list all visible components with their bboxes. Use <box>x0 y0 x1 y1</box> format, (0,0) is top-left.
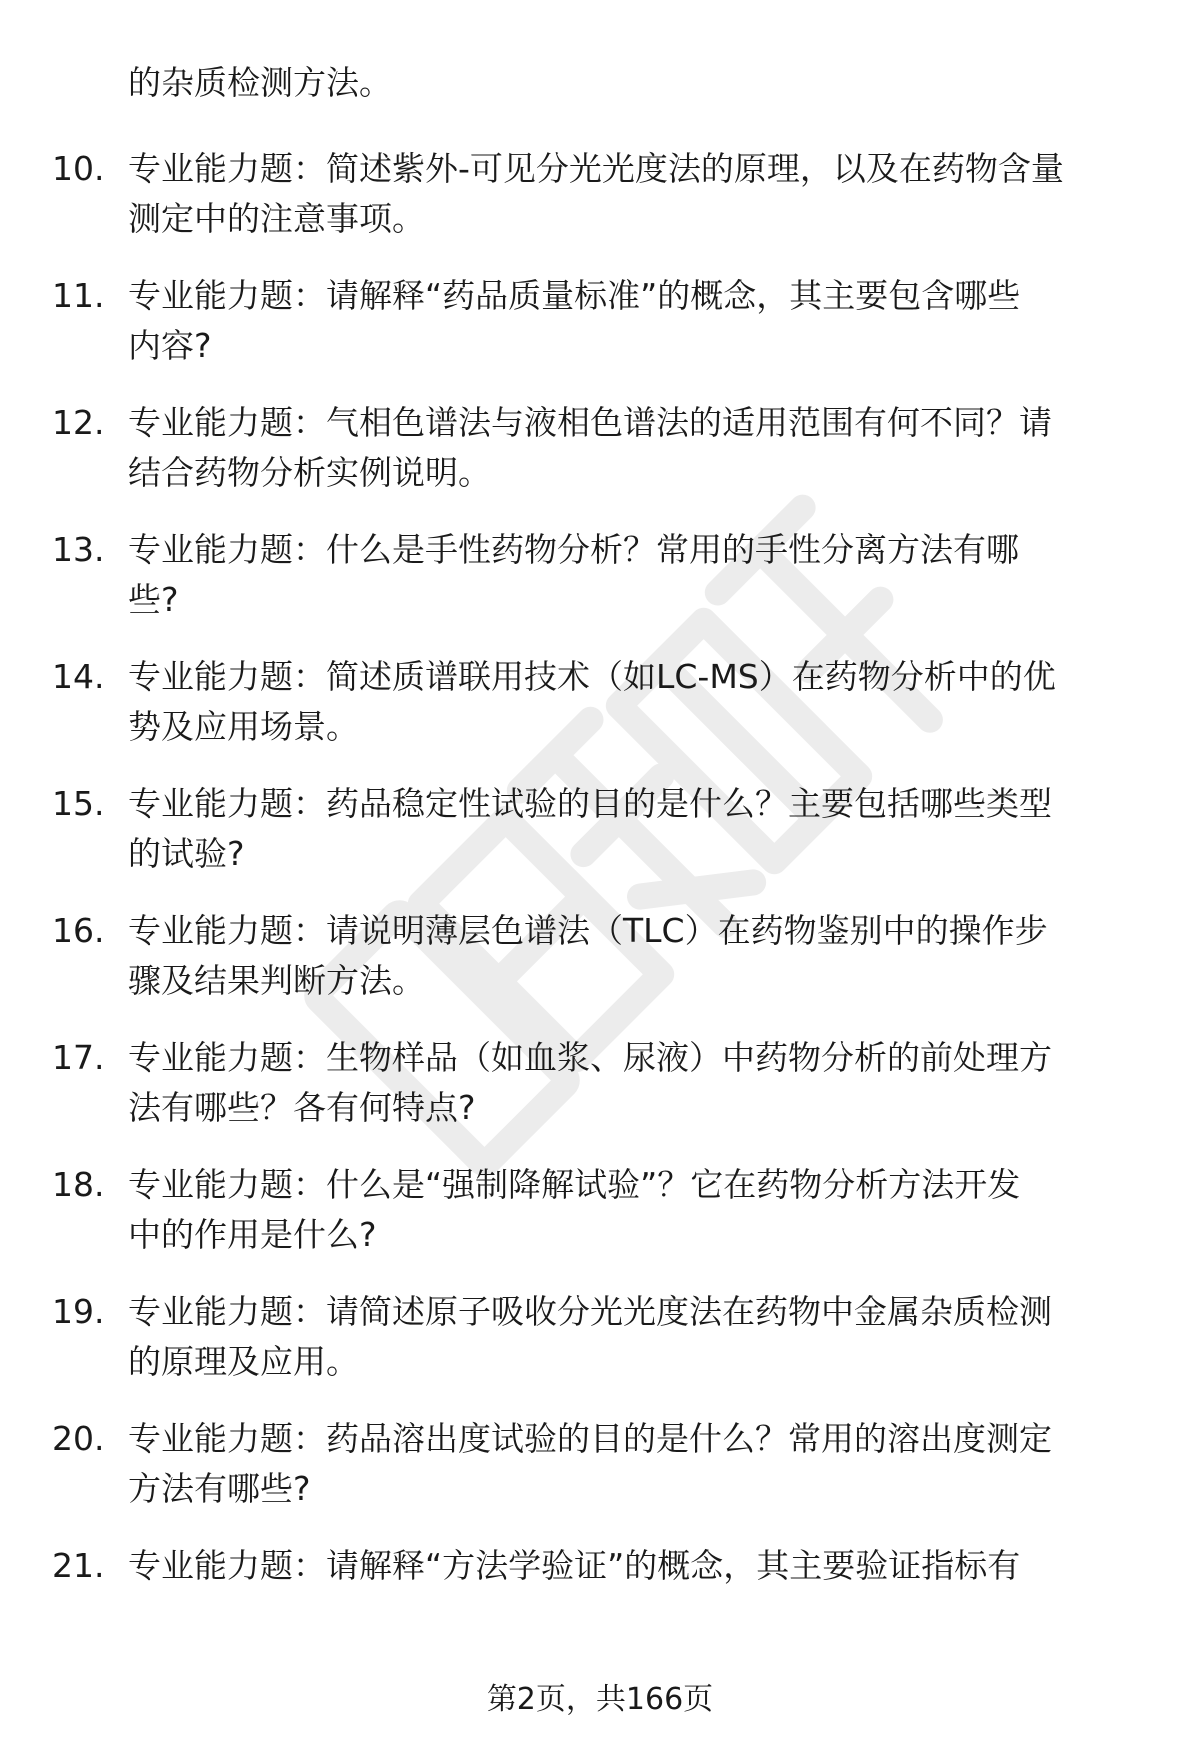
question-item <box>0 144 1200 244</box>
question-item <box>0 525 1200 625</box>
question-number: 21. <box>52 1546 105 1585</box>
question-line: 专业能力题：请简述原子吸收分光光度法在药物中金属杂质检测 <box>128 1292 1052 1331</box>
question-line: 专业能力题：简述紫外-可见分光光度法的原理，以及在药物含量 <box>128 149 1064 188</box>
question-number: 19. <box>52 1292 105 1331</box>
question-line: 专业能力题：药品溶出度试验的目的是什么？常用的溶出度测定 <box>128 1419 1052 1458</box>
question-item <box>0 1160 1200 1260</box>
question-text <box>128 779 1158 879</box>
question-item <box>0 779 1200 879</box>
question-line: 势及应用场景。 <box>128 707 359 746</box>
question-line: 专业能力题：什么是“强制降解试验”？它在药物分析方法开发 <box>128 1165 1021 1204</box>
question-line: 内容? <box>128 326 212 365</box>
question-text <box>128 1541 1158 1641</box>
continuation-text: 的杂质检测方法。 <box>128 63 392 102</box>
question-line: 专业能力题：生物样品（如血浆、尿液）中药物分析的前处理方 <box>128 1038 1052 1077</box>
question-text <box>128 1033 1158 1133</box>
question-line: 专业能力题：简述质谱联用技术（如LC-MS）在药物分析中的优 <box>128 657 1056 696</box>
question-number: 10. <box>52 149 105 188</box>
question-item <box>0 398 1200 498</box>
question-line: 的原理及应用。 <box>128 1342 359 1381</box>
question-item <box>0 271 1200 371</box>
question-line: 的试验? <box>128 834 245 873</box>
question-item <box>0 906 1200 1006</box>
question-number: 12. <box>52 403 105 442</box>
question-line: 专业能力题：请说明薄层色谱法（TLC）在药物鉴别中的操作步 <box>128 911 1048 950</box>
question-line: 骤及结果判断方法。 <box>128 961 425 1000</box>
question-line: 专业能力题：气相色谱法与液相色谱法的适用范围有何不同？请 <box>128 403 1052 442</box>
question-text <box>128 525 1158 625</box>
question-line: 专业能力题：什么是手性药物分析？常用的手性分离方法有哪 <box>128 530 1019 569</box>
question-item <box>0 1033 1200 1133</box>
question-line: 专业能力题：药品稳定性试验的目的是什么？主要包括哪些类型 <box>128 784 1052 823</box>
question-number: 14. <box>52 657 105 696</box>
question-text <box>128 1414 1158 1514</box>
question-line: 结合药物分析实例说明。 <box>128 453 491 492</box>
question-list <box>0 144 1200 1668</box>
question-number: 18. <box>52 1165 105 1204</box>
question-number: 15. <box>52 784 105 823</box>
question-item <box>0 1414 1200 1514</box>
question-text <box>128 652 1158 752</box>
question-item <box>0 652 1200 752</box>
question-line: 测定中的注意事项。 <box>128 199 425 238</box>
question-text <box>128 1160 1158 1260</box>
question-number: 11. <box>52 276 105 315</box>
question-line: 法有哪些？各有何特点? <box>128 1088 476 1127</box>
question-number: 13. <box>52 530 105 569</box>
question-item <box>0 1541 1200 1641</box>
question-item <box>0 1287 1200 1387</box>
question-text <box>128 1287 1158 1387</box>
question-text <box>128 398 1158 498</box>
question-number: 20. <box>52 1419 105 1458</box>
question-line <box>128 1591 1158 1641</box>
question-text <box>128 271 1158 371</box>
question-number: 16. <box>52 911 105 950</box>
question-number: 17. <box>52 1038 105 1077</box>
question-text <box>128 906 1158 1006</box>
question-text <box>128 144 1158 244</box>
question-line: 专业能力题：请解释“方法学验证”的概念，其主要验证指标有 <box>128 1546 1021 1585</box>
question-line: 些? <box>128 580 179 619</box>
question-line: 专业能力题：请解释“药品质量标准”的概念，其主要包含哪些 <box>128 276 1021 315</box>
question-line: 方法有哪些? <box>128 1469 311 1508</box>
question-line: 中的作用是什么? <box>128 1215 377 1254</box>
page-footer: 第2页，共166页 <box>486 1682 714 1717</box>
